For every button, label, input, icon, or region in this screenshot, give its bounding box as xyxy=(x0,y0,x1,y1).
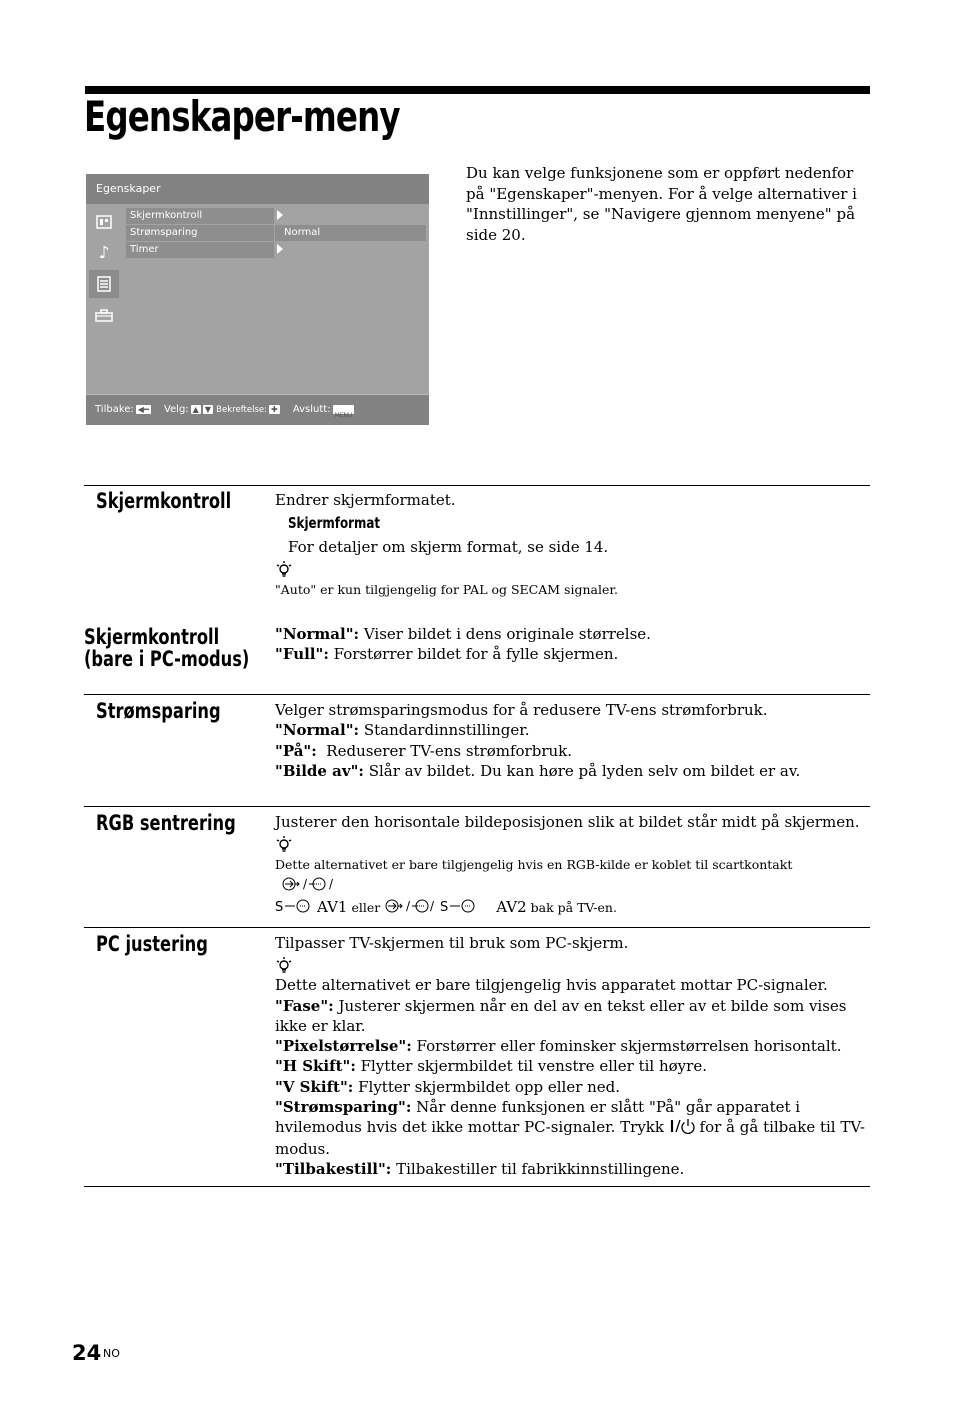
av1-label: AV1 xyxy=(316,898,348,917)
tip-icon xyxy=(275,834,293,854)
desc: Justerer den horisontale bildeposisjonen slik at bildet står midt på skjermen. xyxy=(275,813,860,831)
label-rgb-sentrering: RGB sentrering xyxy=(96,811,236,835)
intro-text: Du kan velge funksjonene som er oppført nedenfor på "Egenskaper"-menyen. For å velge alternativer i "Innstillinger", se "Navigere gjennom menyene" på side 20. xyxy=(466,164,857,244)
tv-menu-footer xyxy=(86,394,429,425)
desc: Endrer skjermformatet. xyxy=(275,491,456,509)
option-fase: "Fase": Justerer skjermen når en del av en tekst eller av et bilde som vises ikke er klar. xyxy=(275,996,847,1035)
tv-menu-title: Egenskaper xyxy=(86,174,429,204)
page-language: NO xyxy=(103,1347,120,1360)
sub-text: For detaljer om skjerm format, se side 14. xyxy=(288,537,609,556)
desc: Velger strømsparingsmodus for å redusere TV-ens strømforbruk. xyxy=(275,701,768,719)
arrow-right-icon xyxy=(277,210,283,220)
tv-menu-item[interactable] xyxy=(126,242,426,258)
svg-text:/: / xyxy=(329,877,334,892)
tv-menu-item-value xyxy=(275,208,426,224)
option-v-skift: "V Skift": Flytter skjermbildet opp eller ned. xyxy=(275,1077,621,1096)
footer-exit: Avslutt: MENU xyxy=(292,404,353,419)
toolbox-icon xyxy=(89,301,119,329)
option-stromsparing: "Strømsparing": Når denne funksjonen er slått "På" går apparatet i hvilemodus hvis det ikke mottar PC-signaler. Trykk for å gå tilbake til TV-modus. xyxy=(275,1098,865,1159)
arrow-left-key-icon: ◀━ xyxy=(137,404,149,414)
cell-pc-justering xyxy=(275,933,867,1180)
note: Dette alternativet er bare tilgjengelig hvis apparatet mottar PC-signaler. xyxy=(275,976,828,995)
menu-key-icon: MENU xyxy=(333,405,355,414)
label-stromsparing: Strømsparing xyxy=(96,699,221,723)
option-normal: "Normal": Viser bildet i dens originale størrelse. xyxy=(275,625,651,643)
svg-text:/: / xyxy=(430,899,435,914)
eller-label: eller xyxy=(351,900,381,916)
label-pc-justering: PC justering xyxy=(96,932,208,956)
s-video-icon xyxy=(275,898,313,919)
music-note-icon: ♪ xyxy=(98,243,110,263)
tv-menu-item[interactable] xyxy=(126,208,426,224)
option-normal: "Normal": Standardinnstillinger. xyxy=(275,721,530,740)
arrow-up-key-icon: ▲ xyxy=(192,404,199,414)
scart-input-icon xyxy=(281,876,353,897)
page-title: Egenskaper-meny xyxy=(84,92,400,141)
tv-menu-item-value: Normal xyxy=(275,225,426,241)
page-number: 24 xyxy=(72,1341,102,1365)
arrow-down-key-icon: ▼ xyxy=(204,404,211,414)
tv-menu-item-label: Strømsparing xyxy=(126,225,274,241)
desc: Tilpasser TV-skjermen til bruk som PC-skjerm. xyxy=(275,934,629,952)
svg-text:/: / xyxy=(406,899,411,914)
tv-menu-list xyxy=(126,208,426,259)
cell-stromsparing xyxy=(275,700,867,781)
option-h-skift: "H Skift": Flytter skjermbildet til venstre eller til høyre. xyxy=(275,1057,707,1076)
tv-menu-item-value xyxy=(275,242,426,258)
cell-skjermkontroll-pc xyxy=(275,624,867,665)
option-pixelstorrelse: "Pixelstørrelse": Forstørrer eller fominsker skjermstørrelsen horisontalt. xyxy=(275,1037,842,1056)
tip-end: bak på TV-en. xyxy=(530,900,617,916)
confirm-key-icon: ✚ xyxy=(270,404,278,414)
option-tilbakestill: "Tilbakestill": Tilbakestiller til fabrikkinnstillingene. xyxy=(275,1160,685,1179)
row-divider xyxy=(84,1186,870,1187)
cell-rgb-sentrering xyxy=(275,812,867,919)
svg-text:S: S xyxy=(275,900,284,914)
arrow-right-icon xyxy=(277,244,283,254)
cell-skjermkontroll xyxy=(275,490,867,600)
av2-label: AV2 xyxy=(496,898,527,917)
label-line2: (bare i PC-modus) xyxy=(84,647,250,671)
label-skjermkontroll: Skjermkontroll xyxy=(96,489,232,513)
option-full: "Full": Forstørrer bildet for å fylle skjermen. xyxy=(275,645,619,664)
scart-input-icon xyxy=(384,898,492,919)
label-line1: Skjermkontroll xyxy=(84,625,220,649)
row-divider xyxy=(84,806,870,807)
tv-menu-icons xyxy=(86,208,122,398)
tip-text: Dette alternativet er bare tilgjengelig hvis en RGB-kilde er koblet til scartkontakt / / S AV1 eller / / S AV2 bak på TV-en. xyxy=(275,854,867,919)
tip-icon xyxy=(275,559,293,579)
row-divider xyxy=(84,694,870,695)
tip-icon xyxy=(275,955,293,975)
picture-icon xyxy=(89,208,119,236)
footer-back: Tilbake: ◀━ xyxy=(95,404,149,415)
tv-menu-item-label: Timer xyxy=(126,242,274,258)
power-icon xyxy=(669,1118,695,1139)
svg-text:S: S xyxy=(440,900,449,914)
features-icon xyxy=(89,270,119,298)
footer-confirm-label: Bekreftelse: xyxy=(216,405,267,415)
sub-heading: Skjermformat xyxy=(288,514,381,533)
svg-text:/: / xyxy=(303,877,308,892)
footer-select: Velg: ▲ ▼ Bekreftelse: ✚ xyxy=(163,404,278,415)
tip-text: "Auto" er kun tilgjengelig for PAL og SECAM signaler. xyxy=(275,581,618,597)
tv-menu-item[interactable] xyxy=(126,225,426,241)
option-pa: "På": Reduserer TV-ens strømforbruk. xyxy=(275,741,573,760)
row-divider xyxy=(84,485,870,486)
tv-menu-item-label: Skjermkontroll xyxy=(126,208,274,224)
label-skjermkontroll-pc xyxy=(84,626,249,670)
option-bilde-av: "Bilde av": Slår av bildet. Du kan høre på lyden selv om bildet er av. xyxy=(275,761,801,780)
tv-menu-screenshot xyxy=(86,174,429,425)
row-divider xyxy=(84,927,870,928)
